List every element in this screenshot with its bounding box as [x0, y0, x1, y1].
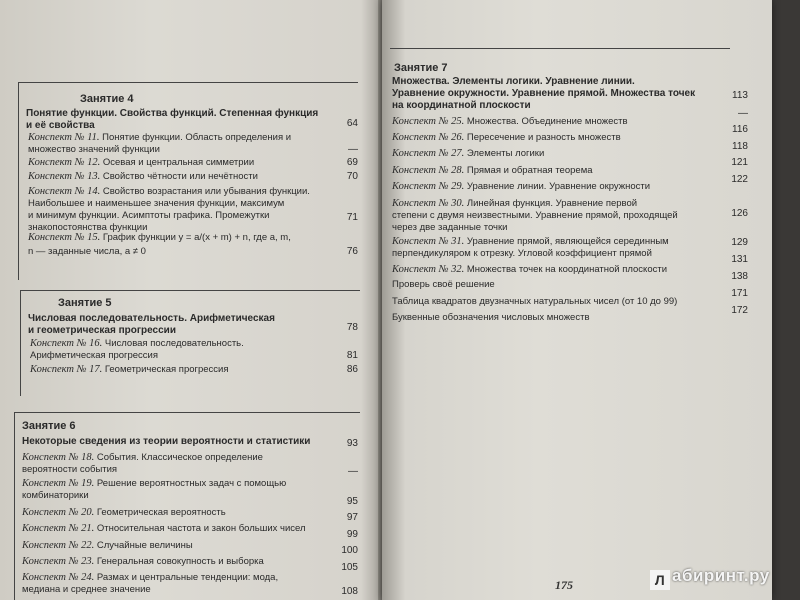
- konspekt-23: [22, 556, 264, 568]
- konspekt-11: [28, 132, 291, 144]
- konspekt-14-cont1: Наибольшее и наименьшее значения функции, максимум: [28, 198, 285, 209]
- lesson7-title: Занятие 7: [394, 62, 448, 74]
- konspekt-14: [28, 186, 310, 198]
- letter-notations-page: 172: [731, 305, 748, 316]
- konspekt-21-page: 99: [346, 529, 358, 540]
- konspekt-16: [30, 338, 244, 350]
- konspekt-24: [22, 572, 278, 584]
- watermark-text: абиринт.ру: [672, 566, 770, 585]
- konspekt-14-num: Конспект № 14.: [28, 186, 101, 197]
- konspekt-17-page: 86: [346, 364, 358, 375]
- konspekt-15-text: График функции y = a/(x + m) + n, где a, m,: [102, 232, 291, 243]
- lesson4-topic-cont: и её свойства: [26, 120, 95, 131]
- right-page: [382, 0, 772, 600]
- lesson4-left-rule: [18, 82, 19, 280]
- konspekt-17: [30, 364, 229, 376]
- watermark: [650, 566, 770, 590]
- konspekt-32: [392, 264, 667, 276]
- konspekt-22-page: 100: [341, 545, 358, 556]
- konspekt-27-text: Элементы логики: [466, 148, 545, 159]
- lesson5-topic-cont: и геометрическая прогрессии: [28, 325, 176, 336]
- konspekt-31-page: 129: [731, 237, 748, 248]
- konspekt-19: [22, 478, 286, 490]
- konspekt-27-page: 118: [732, 141, 748, 152]
- konspekt-11-page: —: [348, 144, 358, 155]
- lesson7-topic-cont1: Уравнение окружности. Уравнение прямой. Множества точек: [392, 88, 696, 99]
- konspekt-28-num: Конспект № 28.: [392, 165, 465, 176]
- konspekt-12-num: Конспект № 12.: [28, 157, 101, 168]
- konspekt-24-num: Конспект № 24.: [22, 572, 95, 583]
- lesson6-top-rule: [14, 412, 360, 413]
- konspekt-12-page: 69: [346, 157, 358, 168]
- konspekt-29-text: Уравнение линии. Уравнение окружности: [466, 181, 651, 192]
- konspekt-13-page: 70: [346, 171, 358, 182]
- konspekt-29-page: 122: [731, 174, 748, 185]
- konspekt-13-text: Свойство чётности или нечётности: [102, 171, 258, 182]
- konspekt-28-page: 121: [731, 157, 748, 168]
- konspekt-16-num: Конспект № 16.: [30, 338, 103, 349]
- konspekt-31: [392, 236, 669, 248]
- konspekt-31-num: Конспект № 31.: [392, 236, 465, 247]
- konspekt-19-num: Конспект № 19.: [22, 478, 95, 489]
- konspekt-16-page: 81: [346, 350, 358, 361]
- lesson5-topic: Числовая последовательность. Арифметическая: [28, 313, 275, 324]
- page-number: 175: [555, 578, 573, 592]
- konspekt-25-page: —: [738, 108, 748, 119]
- konspekt-25-text: Множества. Объединение множеств: [466, 116, 628, 127]
- konspekt-14-page: 71: [346, 212, 358, 223]
- konspekt-20: [22, 507, 226, 519]
- konspekt-19-page: 95: [346, 496, 358, 507]
- konspekt-21-num: Конспект № 21.: [22, 523, 95, 534]
- konspekt-12: [28, 157, 254, 169]
- konspekt-23-text: Генеральная совокупность и выборка: [96, 556, 264, 567]
- konspekt-13-num: Конспект № 13.: [28, 171, 101, 182]
- konspekt-20-num: Конспект № 20.: [22, 507, 95, 518]
- konspekt-11-num: Конспект № 11.: [28, 132, 100, 143]
- konspekt-21-text: Относительная частота и закон больших чисел: [96, 523, 306, 534]
- konspekt-30-text: Линейная функция. Уравнение первой: [466, 198, 638, 209]
- konspekt-32-page: 131: [731, 254, 748, 265]
- konspekt-18-cont: вероятности события: [22, 464, 118, 475]
- left-page: [0, 0, 380, 600]
- lesson4-topic-page: 64: [346, 118, 358, 129]
- konspekt-18: [22, 452, 263, 464]
- konspekt-31-text: Уравнение прямой, являющейся серединным: [466, 236, 669, 247]
- konspekt-15-page: 76: [346, 246, 358, 257]
- konspekt-15: [28, 232, 291, 244]
- konspekt-18-page: —: [348, 466, 358, 477]
- lesson5-left-rule: [20, 290, 21, 396]
- lesson4-title: Занятие 4: [80, 93, 134, 105]
- konspekt-15-num: Конспект № 15.: [28, 232, 101, 243]
- konspekt-14-cont3: знакопостоянства функции: [28, 222, 148, 233]
- squares-table: Таблица квадратов двузначных натуральных чисел (от 10 до 99): [392, 296, 678, 307]
- lesson6-topic: Некоторые сведения из теории вероятности и статистики: [22, 436, 311, 447]
- konspekt-26-page: 116: [732, 124, 748, 135]
- lesson7-topic-page: 113: [732, 90, 748, 101]
- konspekt-14-cont2: и минимум функции. Асимптоты графика. Промежутки: [28, 210, 270, 221]
- konspekt-13: [28, 171, 258, 183]
- konspekt-24-text: Размах и центральные тенденции: мода,: [96, 572, 279, 583]
- konspekt-20-text: Геометрическая вероятность: [96, 507, 226, 518]
- konspekt-16-text: Числовая последовательность.: [104, 338, 244, 349]
- konspekt-22-num: Конспект № 22.: [22, 540, 95, 551]
- lesson7-topic-cont2: на координатной плоскости: [392, 100, 531, 111]
- konspekt-22-text: Случайные величины: [96, 540, 193, 551]
- konspekt-11-text: Понятие функции. Область определения и: [102, 132, 292, 143]
- konspekt-16-cont: Арифметическая прогрессия: [30, 350, 159, 361]
- konspekt-32-text: Множества точек на координатной плоскости: [466, 264, 668, 275]
- konspekt-21: [22, 523, 306, 535]
- konspekt-29-num: Конспект № 29.: [392, 181, 465, 192]
- konspekt-28-text: Прямая и обратная теорема: [466, 165, 593, 176]
- konspekt-20-page: 97: [346, 512, 358, 523]
- konspekt-19-text: Решение вероятностных задач с помощью: [96, 478, 287, 489]
- lesson6-left-rule: [14, 412, 15, 600]
- konspekt-29: [392, 181, 650, 193]
- konspekt-19-cont: комбинаторики: [22, 490, 89, 501]
- konspekt-27: [392, 148, 544, 160]
- check-solution-page: 138: [731, 271, 748, 282]
- konspekt-26-text: Пересечение и разность множеств: [466, 132, 621, 143]
- konspekt-30-page: 126: [731, 208, 748, 219]
- konspekt-26-num: Конспект № 26.: [392, 132, 465, 143]
- labirint-logo-icon: Л: [650, 570, 670, 590]
- lesson5-title: Занятие 5: [58, 297, 112, 309]
- konspekt-30-cont2: через две заданные точки: [392, 222, 508, 233]
- lesson5-top-rule: [20, 290, 360, 291]
- konspekt-14-text: Свойство возрастания или убывания функции.: [102, 186, 310, 197]
- lesson6-title: Занятие 6: [22, 420, 76, 432]
- konspekt-17-num: Конспект № 17.: [30, 364, 103, 375]
- konspekt-30-num: Конспект № 30.: [392, 198, 465, 209]
- konspekt-25-num: Конспект № 25.: [392, 116, 465, 127]
- konspekt-15-cont: n — заданные числа, a ≠ 0: [28, 246, 146, 257]
- konspekt-24-cont: медиана и среднее значение: [22, 584, 151, 595]
- konspekt-31-cont: перпендикуляром к отрезку. Угловой коэффициент прямой: [392, 248, 652, 259]
- konspekt-12-text: Осевая и центральная симметрии: [102, 157, 255, 168]
- konspekt-28: [392, 165, 593, 177]
- konspekt-23-page: 105: [341, 562, 358, 573]
- konspekt-23-num: Конспект № 23.: [22, 556, 95, 567]
- check-solution: Проверь своё решение: [392, 279, 495, 290]
- konspekt-22: [22, 540, 193, 552]
- squares-table-page: 171: [731, 288, 748, 299]
- konspekt-24-page: 108: [341, 586, 358, 597]
- konspekt-26: [392, 132, 621, 144]
- lesson5-topic-page: 78: [346, 322, 358, 333]
- letter-notations: Буквенные обозначения числовых множеств: [392, 312, 590, 323]
- konspekt-11-cont: множество значений функции: [28, 144, 160, 155]
- lesson4-topic: Понятие функции. Свойства функций. Степенная функция: [26, 108, 319, 119]
- lesson7-top-rule: [390, 48, 730, 49]
- konspekt-17-text: Геометрическая прогрессия: [104, 364, 229, 375]
- konspekt-18-text: События. Классическое определение: [96, 452, 263, 463]
- lesson6-topic-page: 93: [346, 438, 358, 449]
- lesson4-top-rule: [18, 82, 358, 83]
- konspekt-30-cont1: степени с двумя неизвестными. Уравнение прямой, проходящей: [392, 210, 678, 221]
- konspekt-27-num: Конспект № 27.: [392, 148, 465, 159]
- lesson7-topic: Множества. Элементы логики. Уравнение линии.: [392, 76, 635, 87]
- konspekt-30: [392, 198, 637, 210]
- konspekt-18-num: Конспект № 18.: [22, 452, 95, 463]
- konspekt-25: [392, 116, 628, 128]
- konspekt-32-num: Конспект № 32.: [392, 264, 465, 275]
